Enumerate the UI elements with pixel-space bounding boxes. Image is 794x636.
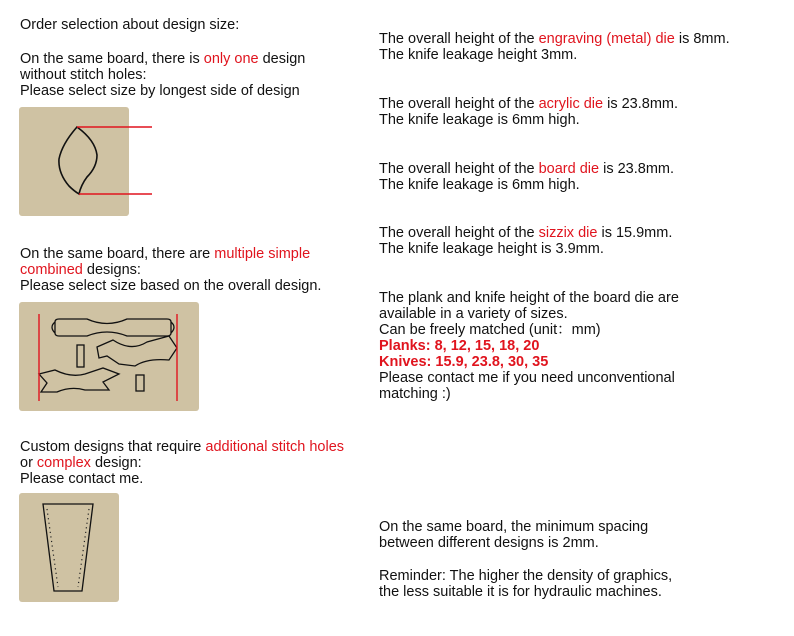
plank-line-5: matching :) [379, 386, 451, 402]
single-line-2: without stitch holes: [20, 67, 147, 83]
board-line-1: The overall height of the board die is 23.8mm. [379, 161, 675, 177]
plank-line-4: Please contact me if you need unconventional [379, 370, 675, 386]
custom-line-1: Custom designs that require additional stitch holes [20, 439, 345, 455]
spacing-line-2: between different designs is 2mm. [379, 535, 599, 551]
reminder-info [379, 568, 672, 600]
acrylic-die-info [379, 96, 678, 128]
single-design-panel [19, 107, 129, 216]
sizzix-line-1: The overall height of the sizzix die is 15.9mm. [379, 225, 673, 241]
plank-line-1: The plank and knife height of the board die are [379, 290, 679, 306]
single-design-text [20, 51, 305, 99]
plank-line-3: Can be freely matched (unit：mm) [379, 322, 601, 338]
board-line-2: The knife leakage is 6mm high. [379, 177, 580, 193]
single-line-3: Please select size by longest side of design [20, 83, 300, 99]
engraving-line-1: The overall height of the engraving (metal) die is 8mm. [379, 31, 730, 47]
sizzix-line-2: The knife leakage height is 3.9mm. [379, 241, 604, 257]
custom-line-3: Please contact me. [20, 471, 144, 487]
multiple-design-panel [19, 302, 199, 411]
reminder-line-1: Reminder: The higher the density of graphics, [379, 568, 673, 584]
engraving-line-2: The knife leakage height 3mm. [379, 47, 578, 63]
acrylic-line-1: The overall height of the acrylic die is 23.8mm. [379, 96, 679, 112]
engraving-die-info [379, 31, 730, 63]
plank-line-2: available in a variety of sizes. [379, 306, 568, 322]
custom-line-2: or complex design: [20, 455, 142, 471]
sizzix-die-info [379, 225, 672, 257]
planks-sizes: Planks: 8, 12, 15, 18, 20 [379, 338, 540, 354]
multiple-line-2: combined designs: [20, 262, 141, 278]
multiple-design-text [20, 246, 321, 294]
spacing-info [379, 519, 648, 551]
combined-bow-shapes-icon [19, 302, 199, 411]
single-line-1: On the same board, there is only one design [20, 51, 306, 67]
plank-knife-info [379, 290, 679, 402]
multiple-line-3: Please select size based on the overall design. [20, 278, 322, 294]
acrylic-line-2: The knife leakage is 6mm high. [379, 112, 580, 128]
custom-design-panel [19, 493, 119, 602]
custom-design-text [20, 439, 344, 487]
section-heading: Order selection about design size: [20, 17, 240, 33]
knives-sizes: Knives: 15.9, 23.8, 30, 35 [379, 354, 549, 370]
stitched-trapezoid-icon [19, 493, 119, 602]
spacing-line-1: On the same board, the minimum spacing [379, 519, 649, 535]
board-die-info [379, 161, 674, 193]
reminder-line-2: the less suitable it is for hydraulic machines. [379, 584, 662, 600]
teardrop-shape-icon [19, 107, 169, 216]
multiple-line-1: On the same board, there are multiple simple [20, 246, 311, 262]
